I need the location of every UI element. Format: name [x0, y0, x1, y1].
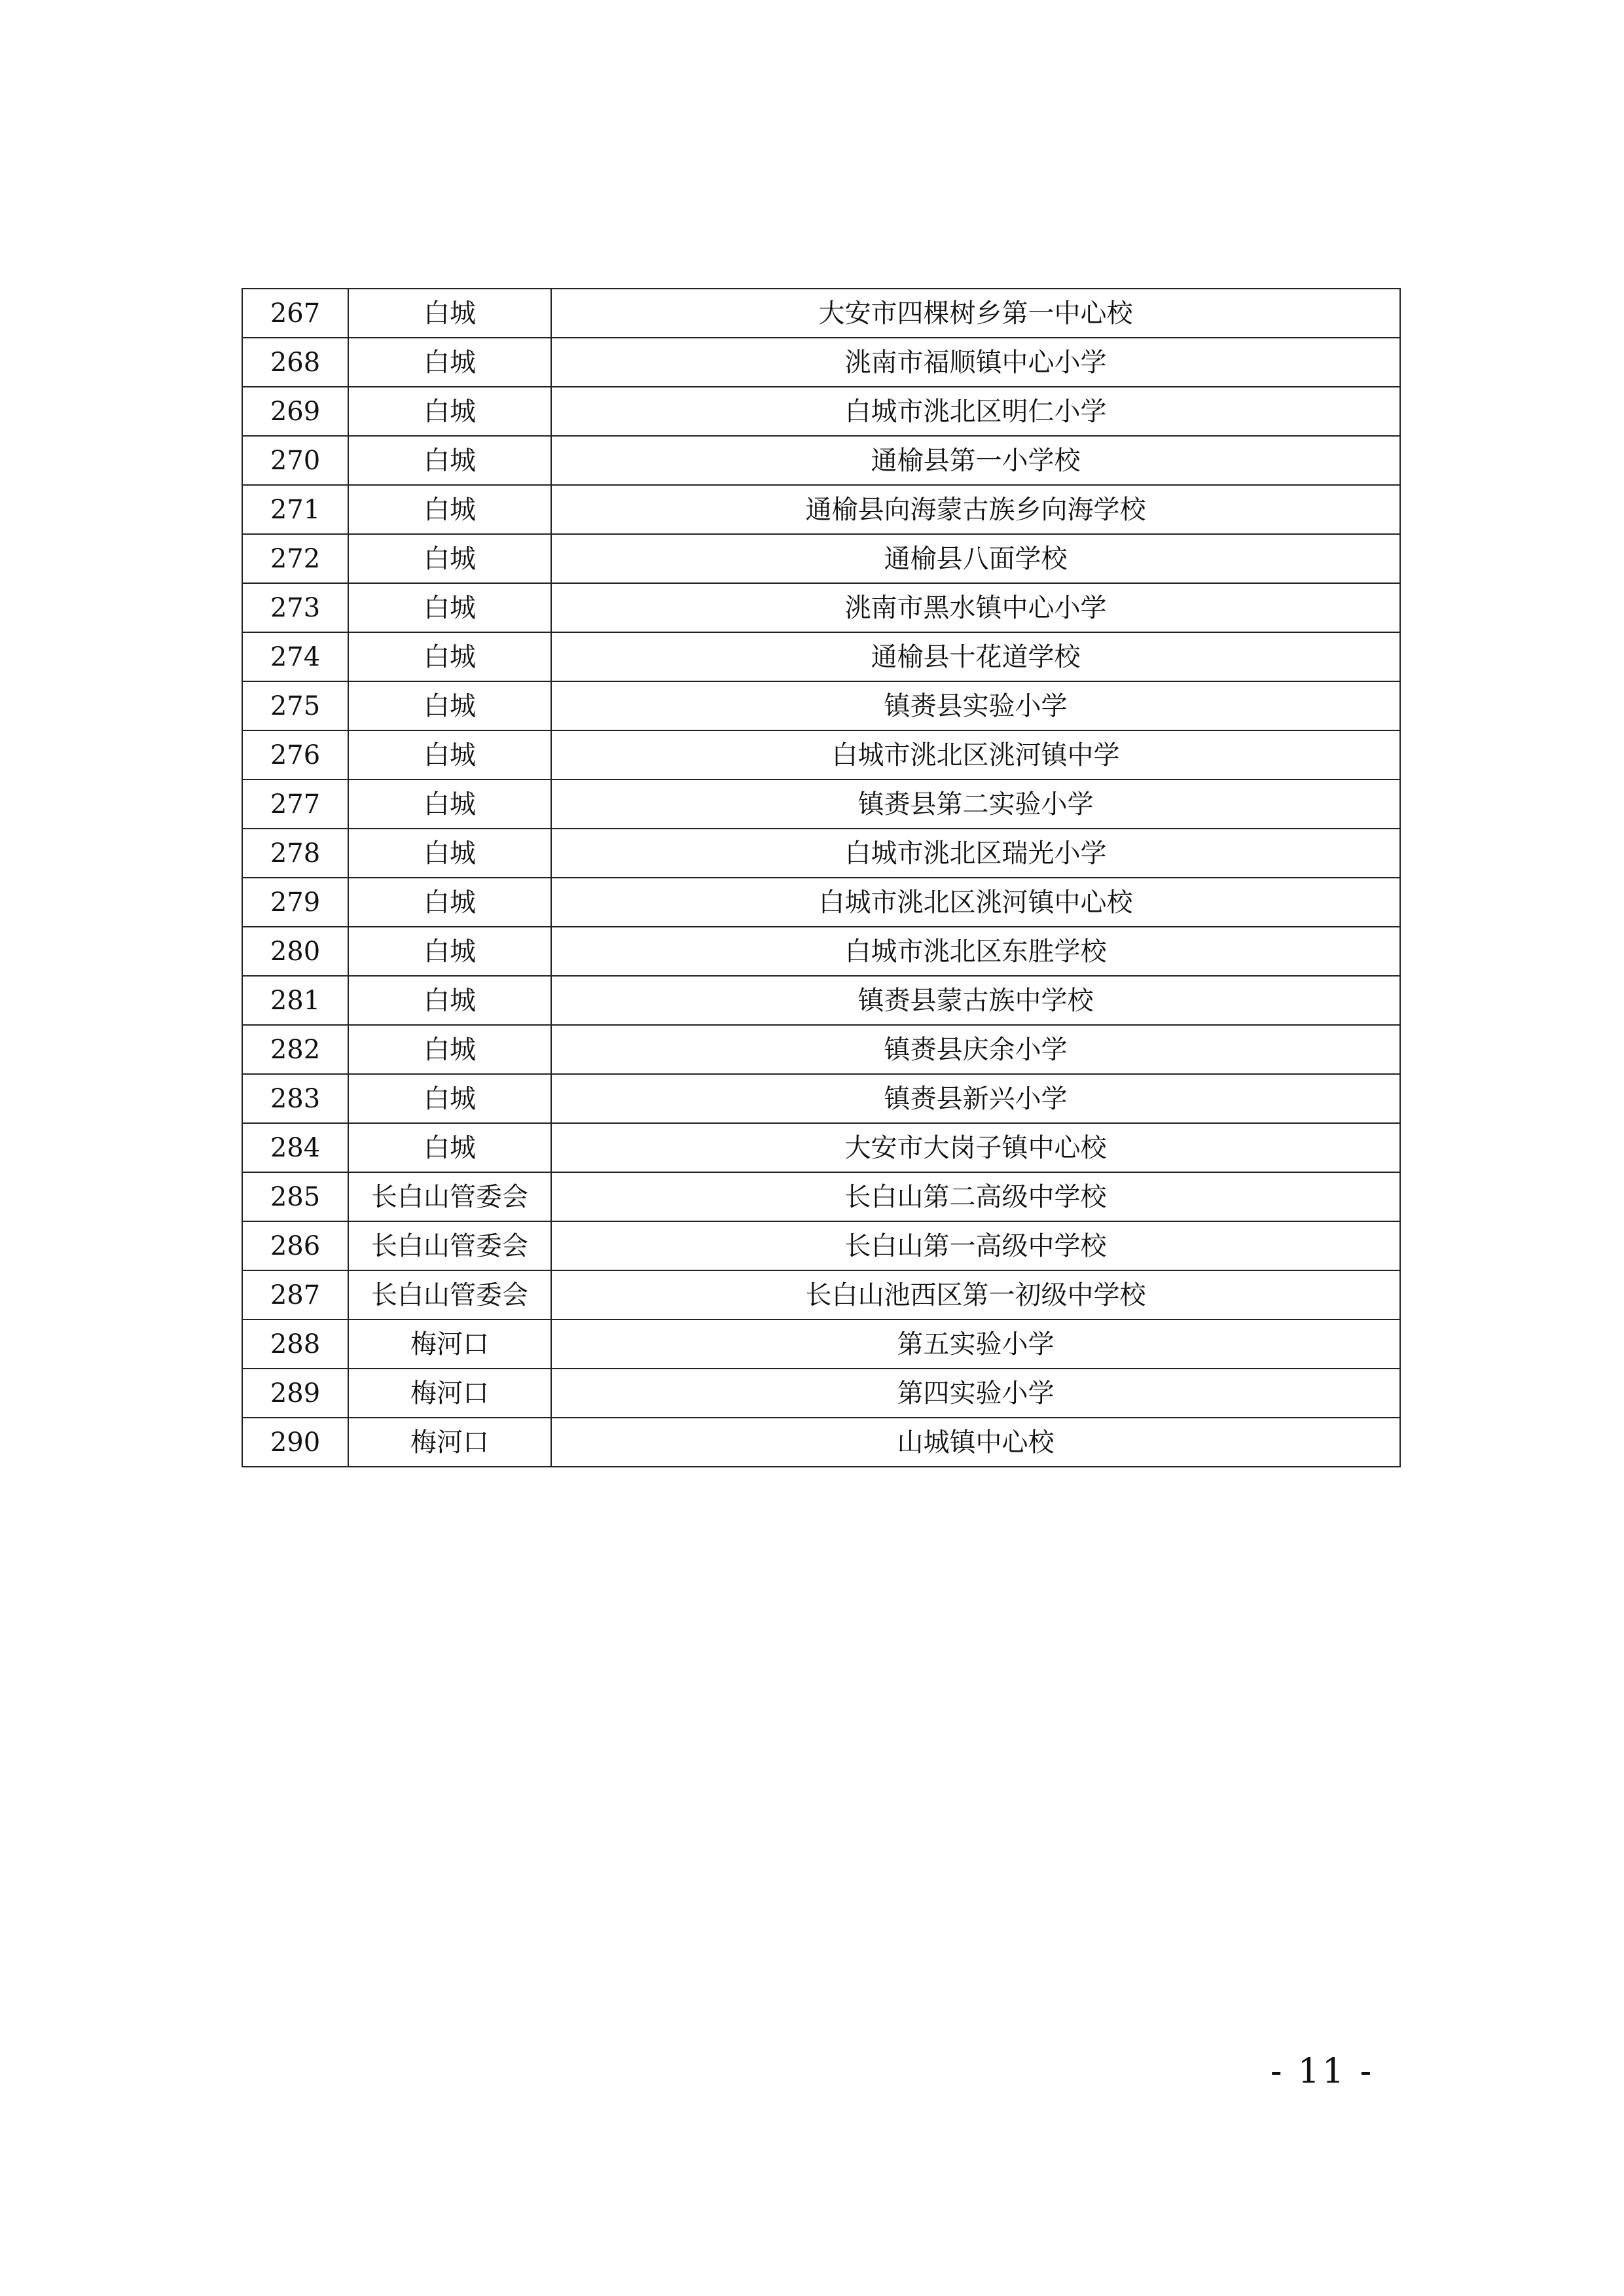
- table-row: [242, 1074, 1400, 1123]
- table-row: [242, 730, 1400, 780]
- row-school: 白城市洮北区洮河镇中学: [551, 730, 1400, 780]
- table-row: [242, 1221, 1400, 1270]
- row-region: 白城: [348, 976, 551, 1025]
- table-row: [242, 387, 1400, 436]
- table-row: [242, 338, 1400, 387]
- table-row: [242, 534, 1400, 583]
- row-region: 白城: [348, 387, 551, 436]
- table-row: [242, 1025, 1400, 1074]
- table-row: [242, 878, 1400, 927]
- row-number: 286: [242, 1221, 348, 1270]
- row-school: 通榆县第一小学校: [551, 436, 1400, 485]
- table-row: [242, 829, 1400, 878]
- row-number: 267: [242, 289, 348, 338]
- table-row: [242, 1369, 1400, 1418]
- table-row: [242, 681, 1400, 730]
- table-row: [242, 1418, 1400, 1467]
- row-number: 272: [242, 534, 348, 583]
- row-number: 282: [242, 1025, 348, 1074]
- row-number: 269: [242, 387, 348, 436]
- row-school: 白城市洮北区瑞光小学: [551, 829, 1400, 878]
- row-school: 白城市洮北区洮河镇中心校: [551, 878, 1400, 927]
- row-school: 通榆县八面学校: [551, 534, 1400, 583]
- page-number: - 11 -: [1270, 2052, 1375, 2091]
- row-number: 268: [242, 338, 348, 387]
- table-row: [242, 1123, 1400, 1172]
- row-school: 白城市洮北区东胜学校: [551, 927, 1400, 976]
- row-school: 镇赉县庆余小学: [551, 1025, 1400, 1074]
- row-region: 梅河口: [348, 1319, 551, 1369]
- row-region: 梅河口: [348, 1369, 551, 1418]
- row-number: 277: [242, 780, 348, 829]
- row-number: 273: [242, 583, 348, 632]
- row-school: 长白山第一高级中学校: [551, 1221, 1400, 1270]
- row-region: 白城: [348, 534, 551, 583]
- row-region: 白城: [348, 632, 551, 681]
- row-region: 白城: [348, 289, 551, 338]
- school-list-body: [242, 289, 1400, 1467]
- row-region: 白城: [348, 730, 551, 780]
- row-region: 长白山管委会: [348, 1221, 551, 1270]
- row-number: 276: [242, 730, 348, 780]
- table-row: [242, 485, 1400, 534]
- row-number: 290: [242, 1418, 348, 1467]
- row-school: 镇赉县实验小学: [551, 681, 1400, 730]
- table-row: [242, 780, 1400, 829]
- row-number: 278: [242, 829, 348, 878]
- row-number: 275: [242, 681, 348, 730]
- row-number: 283: [242, 1074, 348, 1123]
- row-number: 271: [242, 485, 348, 534]
- table-row: [242, 583, 1400, 632]
- row-region: 白城: [348, 583, 551, 632]
- row-number: 279: [242, 878, 348, 927]
- school-list-table: [242, 288, 1401, 1467]
- row-school: 通榆县十花道学校: [551, 632, 1400, 681]
- row-region: 白城: [348, 829, 551, 878]
- row-number: 281: [242, 976, 348, 1025]
- row-region: 白城: [348, 681, 551, 730]
- row-region: 梅河口: [348, 1418, 551, 1467]
- row-number: 280: [242, 927, 348, 976]
- row-school: 山城镇中心校: [551, 1418, 1400, 1467]
- row-region: 白城: [348, 780, 551, 829]
- table-row: [242, 289, 1400, 338]
- row-school: 洮南市黑水镇中心小学: [551, 583, 1400, 632]
- table-row: [242, 1319, 1400, 1369]
- row-region: 白城: [348, 878, 551, 927]
- row-school: 洮南市福顺镇中心小学: [551, 338, 1400, 387]
- row-region: 白城: [348, 927, 551, 976]
- table-row: [242, 976, 1400, 1025]
- row-region: 长白山管委会: [348, 1270, 551, 1319]
- table-row: [242, 1172, 1400, 1221]
- row-region: 白城: [348, 1074, 551, 1123]
- row-region: 白城: [348, 436, 551, 485]
- row-school: 第五实验小学: [551, 1319, 1400, 1369]
- row-school: 大安市四棵树乡第一中心校: [551, 289, 1400, 338]
- row-school: 第四实验小学: [551, 1369, 1400, 1418]
- row-number: 270: [242, 436, 348, 485]
- row-school: 白城市洮北区明仁小学: [551, 387, 1400, 436]
- row-number: 287: [242, 1270, 348, 1319]
- row-number: 284: [242, 1123, 348, 1172]
- row-school: 镇赉县第二实验小学: [551, 780, 1400, 829]
- row-region: 白城: [348, 338, 551, 387]
- row-region: 长白山管委会: [348, 1172, 551, 1221]
- row-number: 289: [242, 1369, 348, 1418]
- row-region: 白城: [348, 1123, 551, 1172]
- row-region: 白城: [348, 485, 551, 534]
- row-school: 镇赉县新兴小学: [551, 1074, 1400, 1123]
- row-number: 285: [242, 1172, 348, 1221]
- row-school: 通榆县向海蒙古族乡向海学校: [551, 485, 1400, 534]
- row-region: 白城: [348, 1025, 551, 1074]
- table-row: [242, 1270, 1400, 1319]
- row-school: 长白山第二高级中学校: [551, 1172, 1400, 1221]
- table-row: [242, 632, 1400, 681]
- row-number: 274: [242, 632, 348, 681]
- table-row: [242, 436, 1400, 485]
- row-number: 288: [242, 1319, 348, 1369]
- table-row: [242, 927, 1400, 976]
- row-school: 长白山池西区第一初级中学校: [551, 1270, 1400, 1319]
- row-school: 镇赉县蒙古族中学校: [551, 976, 1400, 1025]
- row-school: 大安市大岗子镇中心校: [551, 1123, 1400, 1172]
